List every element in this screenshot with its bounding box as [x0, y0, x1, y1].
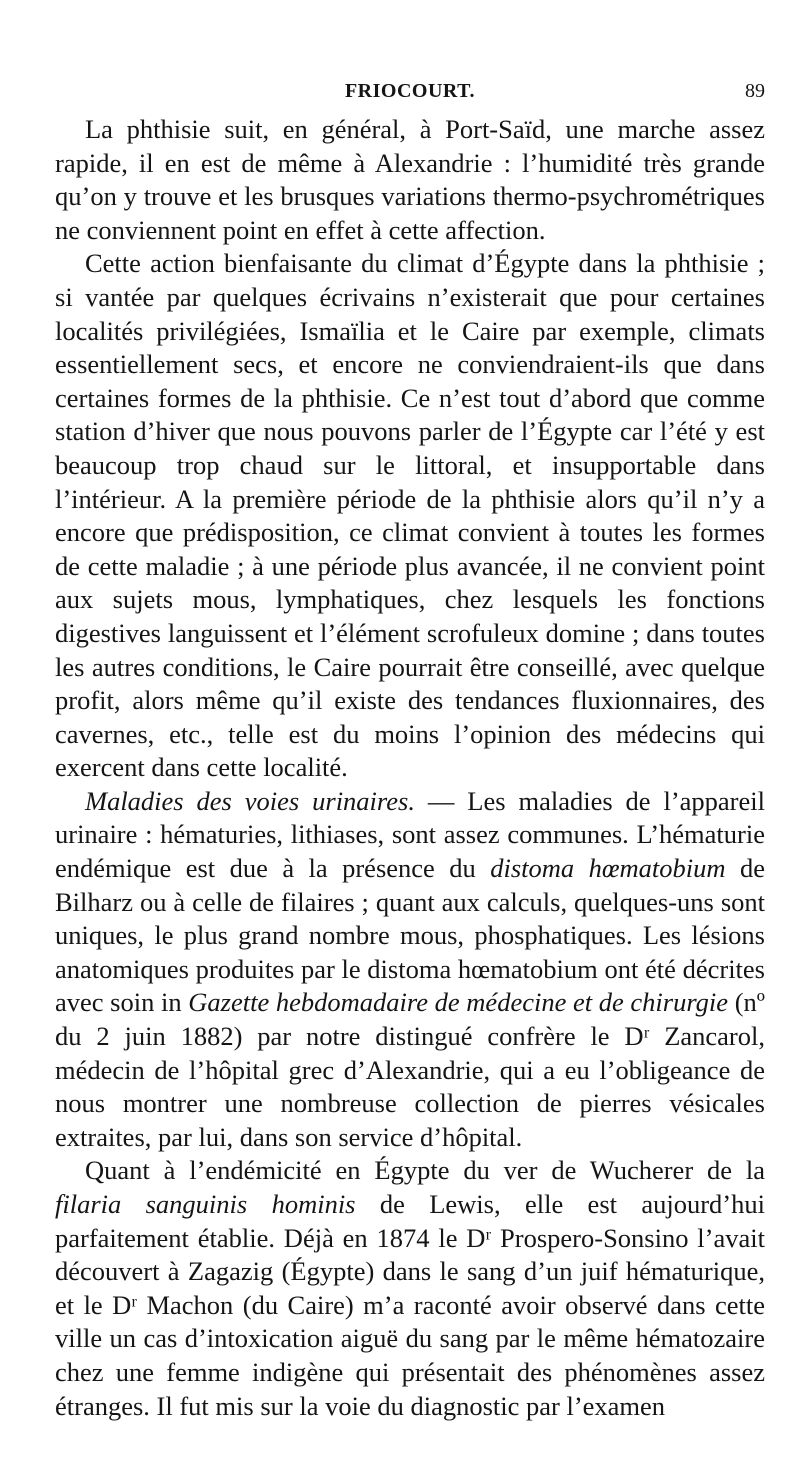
paragraph-climat-egypte [55, 247, 765, 785]
species-name-italic: distoma hœmatobium [490, 853, 726, 884]
paragraph-maladies-urinaires [55, 785, 765, 1155]
species-name-italic: filaria sanguinis hominis [55, 1189, 356, 1219]
paragraph-text: — Les maladies de l’appareil urinaire : hématuries, lithiases, sont assez communes. L’hématurie endémique est due à la présence du [55, 785, 765, 884]
body-text [55, 113, 765, 1423]
journal-title-italic: Gazette hebdomadaire de médecine et de chirurgie [188, 987, 729, 1018]
page-header [55, 80, 765, 110]
paragraph-phthisie-port-said [55, 113, 765, 247]
paragraph-filaria [55, 1154, 765, 1423]
paragraph-text: La phthisie suit, en général, à Port-Saïd, une marche assez rapide, il en est de même à Alexandrie : l’humidité très grande qu’on y trouve et les brusques variations thermo-psychrométriques ne conviennent point en effet à cette affection. [55, 114, 765, 245]
paragraph-text: de Bilharz ou à celle de filaires ; quant aux calculs, quelques-uns sont uniques, le plus grand nombre mous, phosphatiques. Les lésions anatomiques produites par le distoma hœmatobium ont été décrites avec soin in [55, 853, 765, 1018]
paragraph-text: Cette action bienfaisante du climat d’Égypte dans la phthisie ; si vantée par quelques écrivains n’existerait que pour certaines localités privilégiées, Ismaïlia et le Caire par exemple, climats essentiellement secs, et encore ne conviendraient-ils que dans certaines formes de la phthisie. Ce n’est tout d’abord que comme station d’hiver que nous pouvons parler de l’Égypte car l’été y est beaucoup trop chaud sur le littoral, et insupportable dans l’intérieur. A la première période de la phthisie alors qu’il n’y a encore que prédisposition, ce climat convient à toutes les formes de cette maladie ; à une période plus avancée, il ne convient point aux sujets mous, lymphatiques, chez lesquels les fonctions digestives languissent et l’élément scrofuleux domine ; dans toutes les autres conditions, le Caire pourrait être conseillé, avec quelque profit, alors même qu’il existe des tendances fluxionnaires, des cavernes, etc., telle est du moins l’opinion des médecins qui exercent dans cette localité. [55, 248, 765, 783]
paragraph-text: de Lewis, elle est aujourd’hui parfaitement établie. Déjà en 1874 le Dʳ Prospero-Sonsino l’avait découvert à Zagazig (Égypte) dans le sang d’un juif hématurique, et le Dʳ Machon (du Caire) m’a raconté avoir observé dans cette ville un cas d’intoxication aiguë du sang par le même hématozaire chez une femme indigène qui présentait des phénomènes assez étranges. Il fut mis sur la voie du diagnostic par l’examen [55, 1189, 765, 1421]
running-title: FRIOCOURT. [344, 80, 476, 102]
section-heading-italic: Maladies des voies urinaires. [85, 785, 415, 816]
paragraph-text: Quant à l’endémicité en Égypte du ver de Wucherer de la [85, 1155, 765, 1186]
page-number: 89 [745, 80, 765, 102]
paragraph-text: (nº du 2 juin 1882) par notre distingué confrère le Dʳ Zancarol, médecin de l’hôpital grec d’Alexandrie, qui a eu l’obligeance de nous montrer une nombreuse collection de pierres vésicales extraites, par lui, dans son service d’hôpital. [55, 987, 766, 1152]
